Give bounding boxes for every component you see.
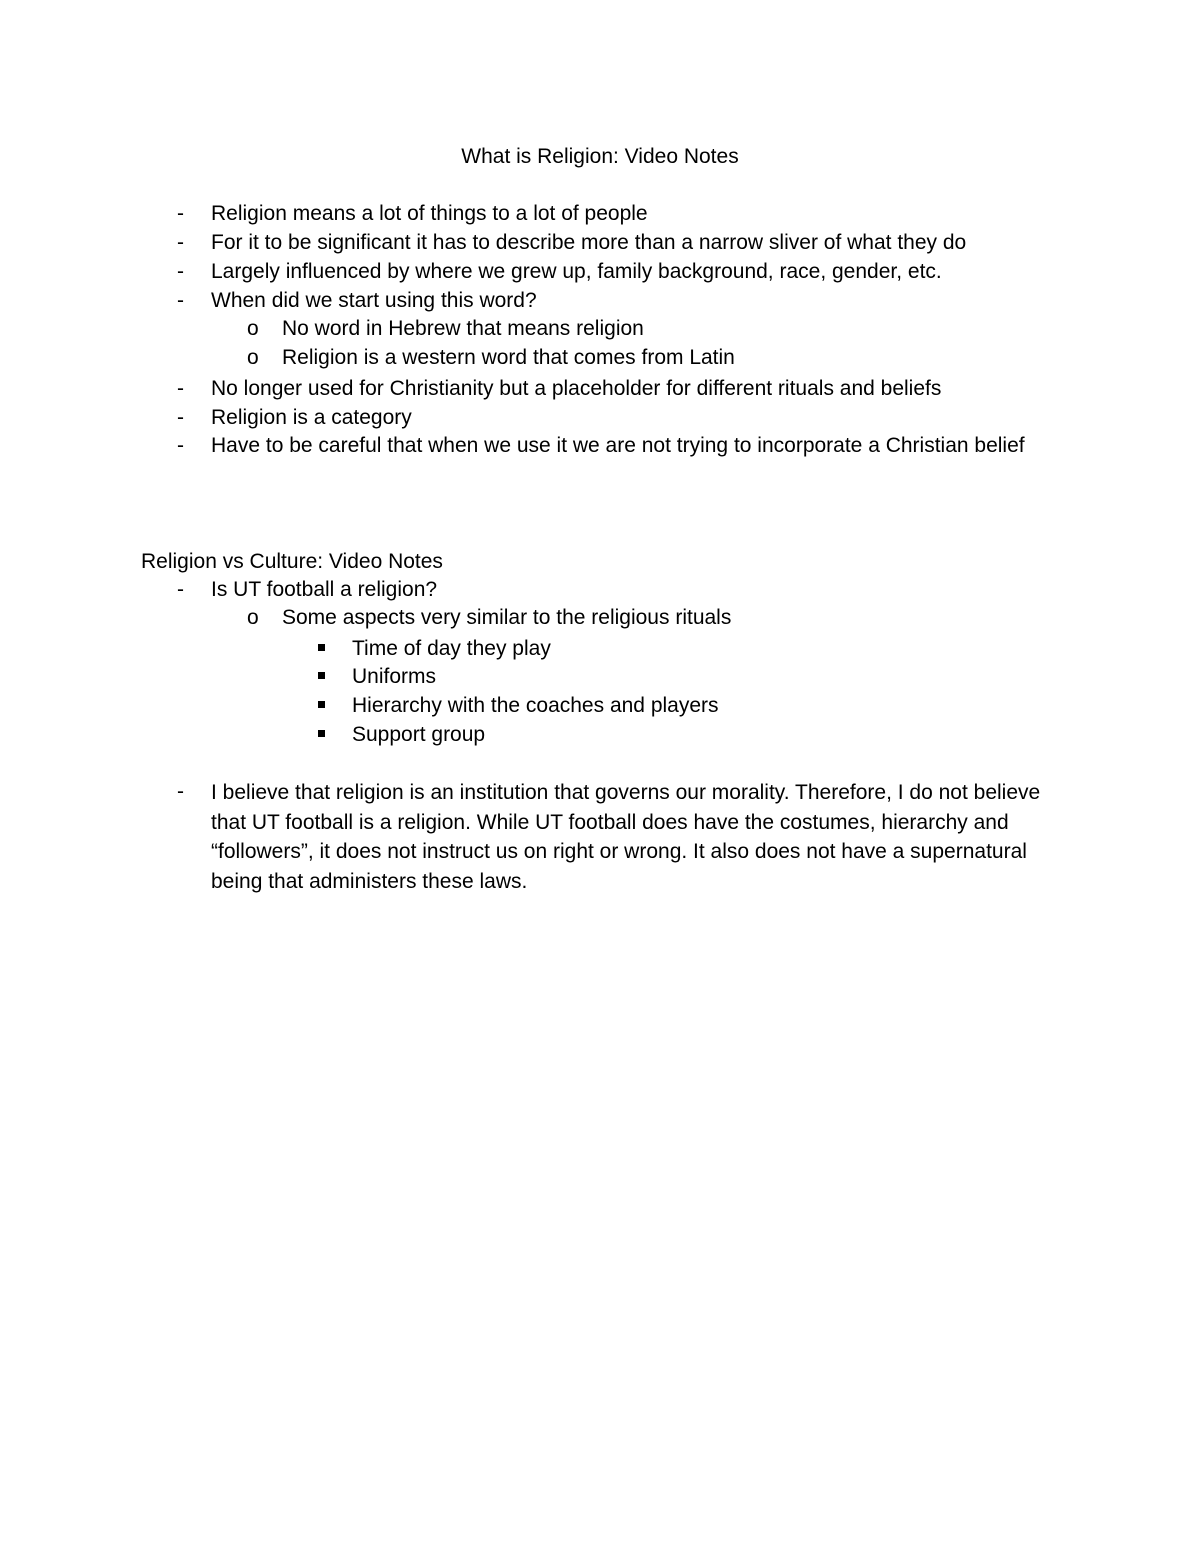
sub-list-item: Religion is a western word that comes from Latin	[282, 346, 735, 369]
sub-sub-list-item: Time of day they play	[352, 637, 551, 660]
square-bullet-icon	[318, 644, 325, 651]
dash-marker: -	[177, 780, 184, 803]
dash-marker: -	[177, 231, 184, 254]
dash-marker: -	[177, 377, 184, 400]
sub-list-item: No word in Hebrew that means religion	[282, 317, 644, 340]
list-item: When did we start using this word?	[211, 289, 537, 312]
sub-sub-list-item: Uniforms	[352, 665, 437, 688]
list-item: Religion is a category	[211, 406, 412, 429]
square-bullet-icon	[318, 701, 325, 708]
list-item: For it to be significant it has to describe more than a narrow sliver of what they do	[211, 231, 967, 254]
dash-marker: -	[177, 406, 184, 429]
list-item: Is UT football a religion?	[211, 578, 438, 601]
dash-marker: -	[177, 202, 184, 225]
sub-list-item: Some aspects very similar to the religious rituals	[282, 606, 732, 629]
list-item: No longer used for Christianity but a placeholder for different rituals and beliefs	[211, 377, 942, 400]
section1-title: What is Religion: Video Notes	[461, 145, 739, 168]
list-item: Largely influenced by where we grew up, family background, race, gender, etc.	[211, 260, 942, 283]
circle-marker: o	[247, 346, 259, 369]
section2-title: Religion vs Culture: Video Notes	[141, 550, 443, 573]
dash-marker: -	[177, 260, 184, 283]
list-item: Have to be careful that when we use it we are not trying to incorporate a Christian belief	[211, 434, 1025, 457]
square-bullet-icon	[318, 672, 325, 679]
sub-sub-list-item: Hierarchy with the coaches and players	[352, 694, 719, 717]
list-item: Religion means a lot of things to a lot of people	[211, 202, 648, 225]
circle-marker: o	[247, 606, 259, 629]
circle-marker: o	[247, 317, 259, 340]
opinion-paragraph: I believe that religion is an institution that governs our morality. Therefore, I do not believe that UT football is a religion. While UT football does have the costumes, hierarchy and “followers”, it does not instruct us on right or wrong. It also does not have a supernatural being that administers these laws.	[211, 781, 1041, 893]
dash-marker: -	[177, 434, 184, 457]
dash-marker: -	[177, 578, 184, 601]
square-bullet-icon	[318, 730, 325, 737]
sub-sub-list-item: Support group	[352, 723, 486, 746]
dash-marker: -	[177, 289, 184, 312]
